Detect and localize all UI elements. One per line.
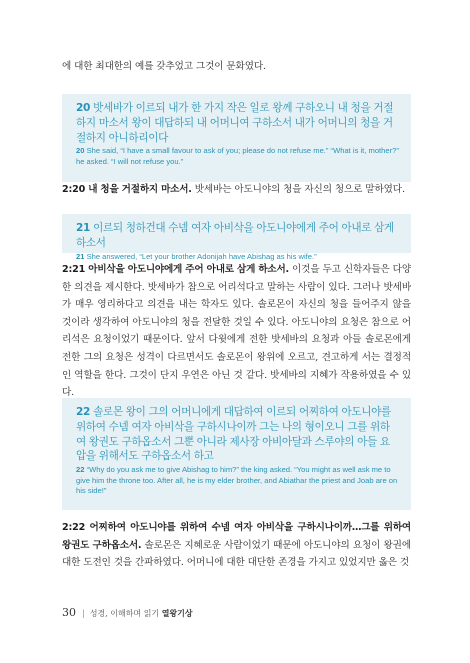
verse-english-text: She answered, “Let your brother Adonijah have Abishag as his wife.” bbox=[84, 251, 317, 261]
verse-korean bbox=[76, 221, 399, 251]
verse-english-text: “Why do you ask me to give Abishag to him?” the king asked. “You might as well ask me to give him the throne too. After all, he is my elder brother, and Abiathar the priest and Joab are on his side!” bbox=[76, 465, 398, 495]
verse-box-21 bbox=[62, 214, 411, 261]
verse-korean bbox=[76, 405, 399, 464]
verse-number: 21 bbox=[76, 222, 91, 234]
verse-box-20 bbox=[62, 94, 411, 182]
verse-korean-text: 솔로몬 왕이 그의 어머니에게 대답하여 이르되 어찌하여 아도니야를 위하여 수넴 여자 아비삭을 구하시나이까 그는 나의 형이오니 그를 위하여 왕권도 구하옵소서 그뿐 아니라 제사장 아비아달과 스루야의 아들 요압을 위해서도 구하옵소서 하고 bbox=[76, 406, 391, 463]
series-title: 성경, 이해하며 읽기 bbox=[89, 609, 160, 618]
verse-english bbox=[76, 146, 399, 167]
verse-english-text: She said, “I have a small favour to ask of you; please do not refuse me.” “What is it, mother?” he asked. “I will not refuse you.” bbox=[76, 146, 399, 166]
verse-number: 20 bbox=[76, 102, 91, 114]
verse-number-english: 21 bbox=[76, 251, 85, 261]
page-footer bbox=[62, 606, 193, 619]
commentary-heading: 2:22 어찌하여 아도니야를 위하여 수넴 여자 아비삭을 구하시나이까…그를 위하여 왕권도 구하옵소서. bbox=[62, 522, 411, 551]
verse-box-22 bbox=[62, 398, 411, 510]
verse-number-english: 22 bbox=[76, 465, 85, 475]
verse-number: 22 bbox=[76, 406, 91, 418]
verse-korean-text: 이르되 청하건대 수넴 여자 아비삭을 아도니야에게 주어 아내로 삼게 하소서 bbox=[76, 222, 394, 249]
paragraph-text: 에 대한 최대한의 예를 갖추었고 그것이 문화였다. bbox=[62, 61, 266, 72]
book-title: 열왕기상 bbox=[161, 609, 193, 618]
verse-number-english: 20 bbox=[76, 146, 85, 156]
verse-korean bbox=[76, 101, 399, 145]
commentary-text: 밧세바는 아도니야의 청을 자신의 청으로 말하였다. bbox=[191, 184, 405, 195]
paragraph-continuation bbox=[62, 58, 411, 76]
commentary-2-22 bbox=[62, 519, 411, 572]
commentary-text: 솔로몬은 지혜로운 사람이었기 때문에 아도니야의 요청이 왕권에 대한 도전인 것을 간파하였다. 어머니에 대한 대단한 존경을 가지고 있었지만 옳은 것 bbox=[62, 539, 412, 569]
footer-separator: | bbox=[82, 609, 85, 618]
commentary-2-20 bbox=[62, 181, 411, 199]
page-number: 30 bbox=[62, 606, 76, 619]
commentary-heading: 2:20 내 청을 거절하지 마소서. bbox=[62, 184, 192, 195]
commentary-heading: 2:21 아비삭을 아도니야에게 주어 아내로 삼게 하소서. bbox=[62, 264, 289, 275]
verse-korean-text: 밧세바가 이르되 내가 한 가지 작은 일로 왕께 구하오니 내 청을 거절하지 마소서 왕이 대답하되 내 어머니여 구하소서 내가 어머니의 청을 거절하지 아니하리이다 bbox=[76, 102, 394, 144]
commentary-2-21 bbox=[62, 261, 411, 402]
verse-english bbox=[76, 465, 399, 496]
commentary-text: 이것을 두고 신학자들은 다양한 의견을 제시한다. 밧세바가 참으로 어리석다고 말하는 사람이 있다. 그러나 밧세바가 매우 영리하다고 의견을 내는 학자도 있다. 솔로몬이 자신의 청을 들어주지 않을 것이라 생각하여 아도니야의 청을 전달한 것일 수 있다. 아도니야의 요청은 참으로 어리석은 요청이었기 때문이다. 앞서 다윗에게 전한 밧세바의 요청과 아들 솔로몬에게 전한 그의 요청은 성격이 다르면서도 솔로몬이 왕위에 오르고, 견고하게 서는 결정적인 역할을 한다. 그것이 단지 우연은 아닌 것 같다. 밧세바의 지혜가 작용하였을 수 있다. bbox=[62, 264, 412, 399]
